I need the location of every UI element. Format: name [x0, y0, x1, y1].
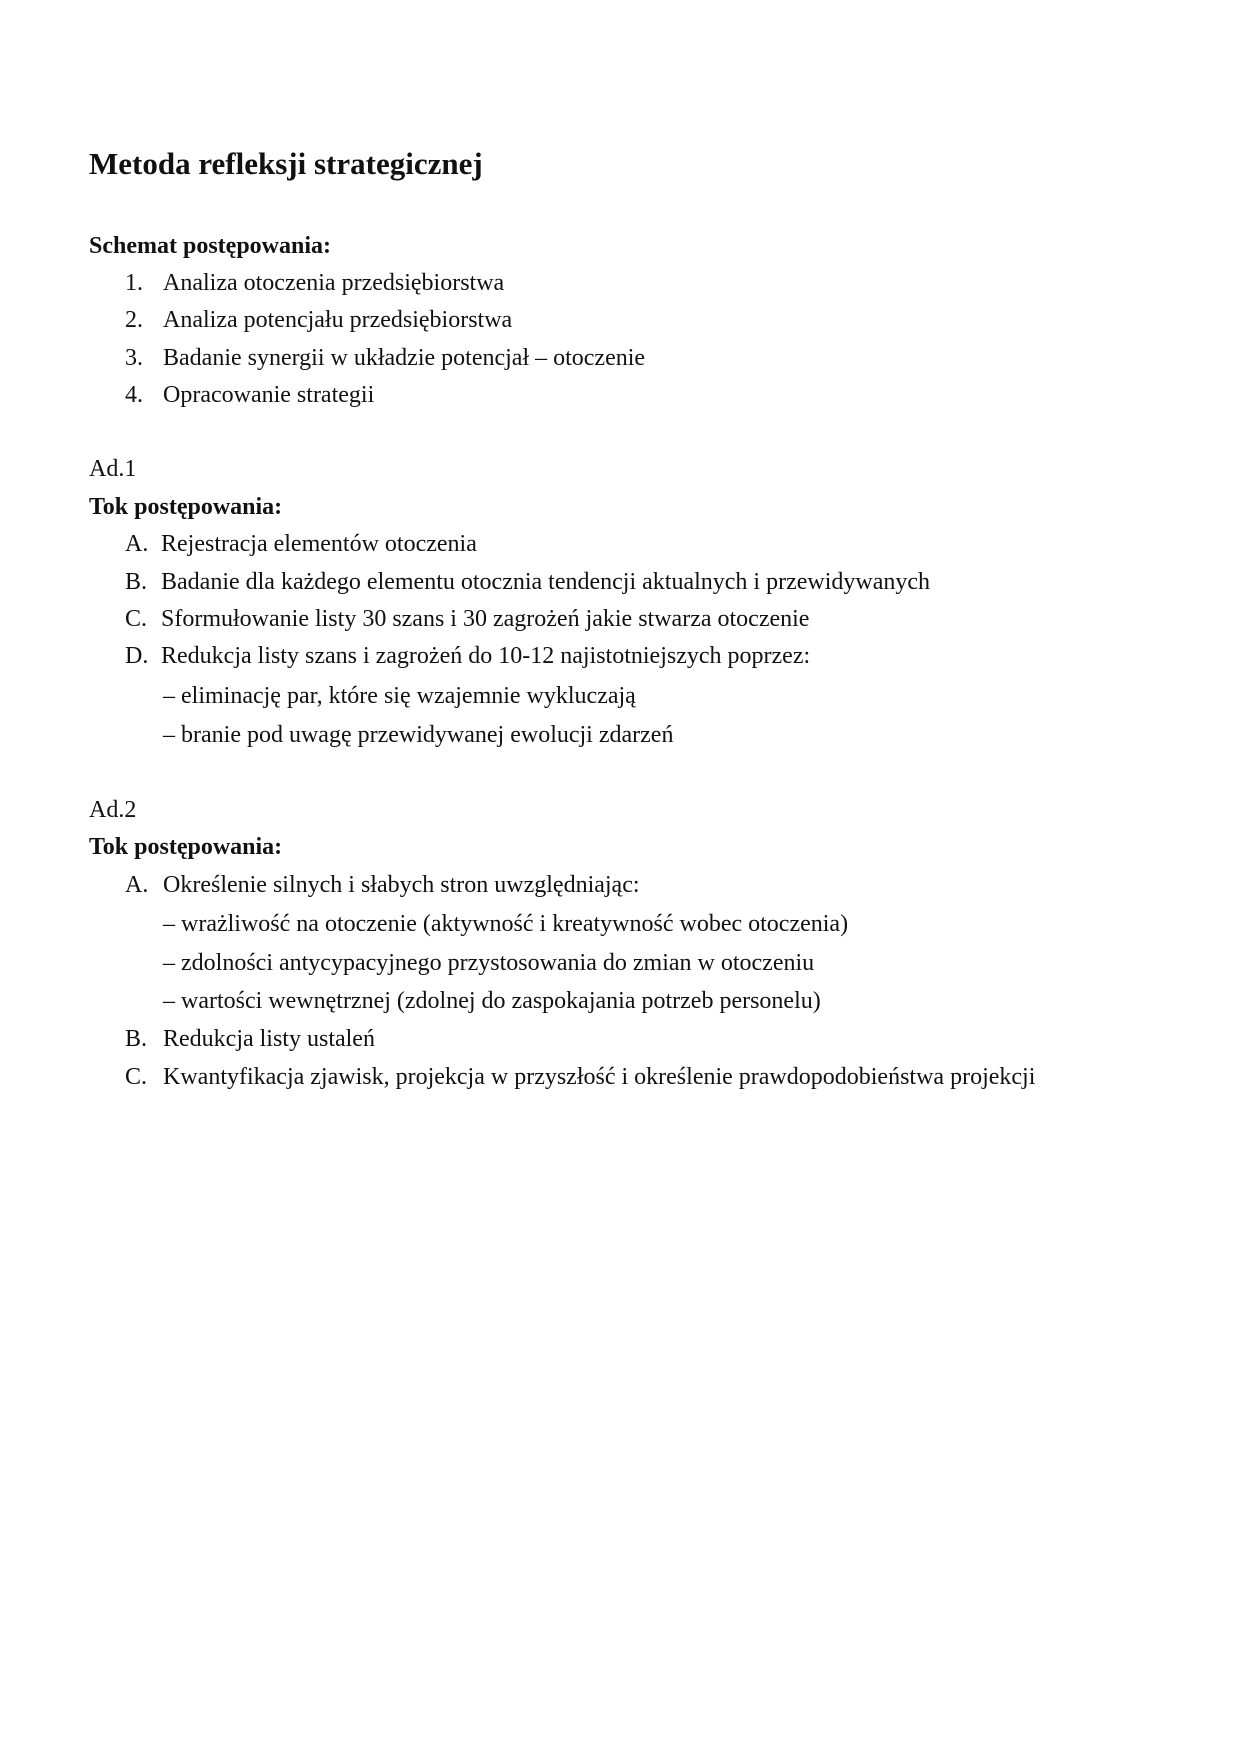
document-title: Metoda refleksji strategicznej: [89, 146, 483, 181]
list-item-text: Badanie dla każdego elementu otocznia tendencji aktualnych i przewidywanych: [161, 569, 931, 595]
list-item-text: Sformułowanie listy 30 szans i 30 zagrożeń jakie stwarza otoczenie: [161, 606, 810, 632]
list-item-text: Redukcja listy ustaleń: [163, 1026, 375, 1052]
sub-item: – wrażliwość na otoczenie (aktywność i kreatywność wobec otoczenia): [163, 911, 849, 937]
ad2-label: Ad.2: [89, 797, 137, 823]
list-item-text: Redukcja listy szans i zagrożeń do 10-12 najistotniejszych poprzez:: [161, 643, 811, 669]
list-item-text: Badanie synergii w układzie potencjał – otoczenie: [163, 345, 646, 371]
list-marker: B.: [125, 569, 148, 595]
list-marker: A.: [125, 531, 149, 557]
list-item-text: Rejestracja elementów otoczenia: [161, 531, 477, 557]
sub-item: – branie pod uwagę przewidywanej ewolucji zdarzeń: [163, 722, 674, 748]
list-item-text: Analiza potencjału przedsiębiorstwa: [163, 307, 513, 333]
ad2-heading: Tok postępowania:: [89, 834, 283, 860]
list-item-text: Analiza otoczenia przedsiębiorstwa: [163, 270, 505, 296]
list-marker: 2.: [125, 307, 143, 333]
schemat-heading: Schemat postępowania:: [89, 233, 332, 259]
sub-item: – wartości wewnętrznej (zdolnej do zaspokajania potrzeb personelu): [163, 988, 821, 1014]
list-marker: B.: [125, 1026, 148, 1052]
sub-item: – zdolności antycypacyjnego przystosowania do zmian w otoczeniu: [163, 950, 815, 976]
list-item-text: Określenie silnych i słabych stron uwzględniając:: [163, 872, 640, 898]
ad1-heading: Tok postępowania:: [89, 494, 283, 520]
list-marker: D.: [125, 643, 149, 669]
ad1-label: Ad.1: [89, 456, 137, 482]
list-marker: 1.: [125, 270, 143, 296]
list-marker: 3.: [125, 345, 143, 371]
list-item-text: Opracowanie strategii: [163, 382, 375, 408]
list-marker: A.: [125, 872, 149, 898]
list-item-text: Kwantyfikacja zjawisk, projekcja w przyszłość i określenie prawdopodobieństwa projekcji: [163, 1064, 1036, 1090]
sub-item: – eliminację par, które się wzajemnie wykluczają: [163, 683, 636, 709]
list-marker: C.: [125, 1064, 148, 1090]
list-marker: C.: [125, 606, 148, 632]
list-marker: 4.: [125, 382, 143, 408]
